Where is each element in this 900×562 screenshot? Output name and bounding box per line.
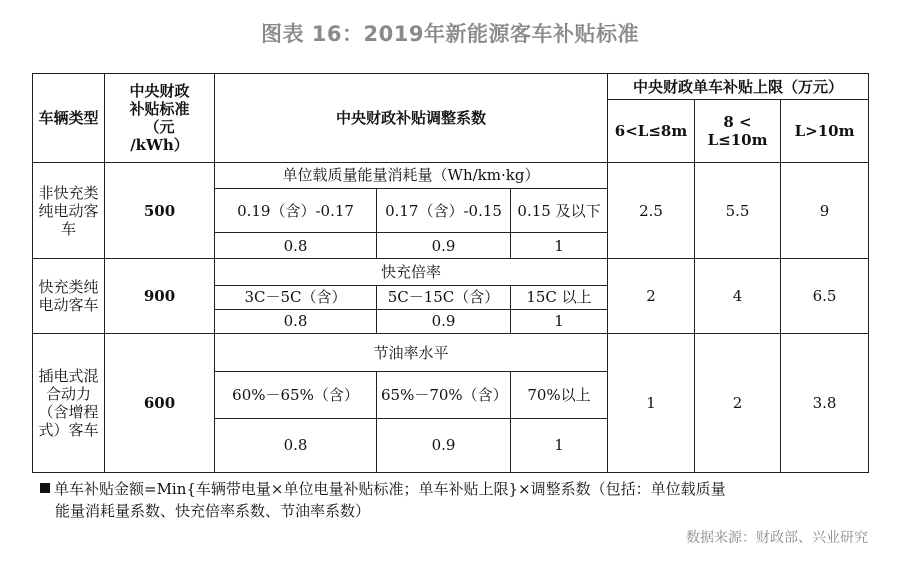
range-cell: 65%－70%（含） <box>377 372 511 418</box>
standard-cell: 600 <box>105 333 215 472</box>
cap-cell: 9 <box>781 162 869 259</box>
coef-cell: 0.9 <box>377 309 511 333</box>
square-bullet-icon <box>40 483 50 493</box>
data-source: 数据来源：财政部、兴业研究 <box>686 530 868 546</box>
coef-cell: 0.9 <box>377 418 511 472</box>
coef-cell: 1 <box>511 418 608 472</box>
table-row <box>33 162 869 188</box>
header-vehicle-type <box>33 74 105 163</box>
header-cap-text: 中央财政单车补贴上限（万元） <box>633 77 844 96</box>
figure-title: 图表 16：2019年新能源客车补贴标准 <box>261 22 639 46</box>
header-standard-line4: /kWh） <box>130 135 189 154</box>
cap-cell: 5.5 <box>695 162 781 259</box>
coef-title-cell: 节油率水平 <box>215 333 608 371</box>
header-len3: L>10m <box>781 100 869 162</box>
range-cell: 15C 以上 <box>511 285 608 309</box>
range-cell: 60%－65%（含） <box>215 372 377 418</box>
cap-cell: 1 <box>608 333 695 472</box>
range-cell: 0.19（含）-0.17 <box>215 188 377 232</box>
coef-title-cell: 单位载质量能量消耗量（Wh/km·kg） <box>215 162 608 188</box>
cap-cell: 2 <box>608 259 695 334</box>
table-row <box>33 259 869 285</box>
header-coef <box>215 74 608 163</box>
cap-cell: 3.8 <box>781 333 869 472</box>
cap-cell: 2 <box>695 333 781 472</box>
formula-note-line2: 能量消耗量系数、快充倍率系数、节油率系数） <box>55 502 371 520</box>
header-row <box>33 74 869 100</box>
header-len2-line1: 8 < <box>723 112 752 131</box>
header-cap <box>608 74 869 100</box>
header-standard <box>105 74 215 163</box>
range-cell: 5C－15C（含） <box>377 285 511 309</box>
cap-cell: 6.5 <box>781 259 869 334</box>
formula-note-text1: 单车补贴金额=Min{车辆带电量×单位电量补贴标准；单车补贴上限}×调整系数（包括：单位载质量 <box>54 480 726 498</box>
standard-cell: 500 <box>105 162 215 259</box>
header-standard-line2: 补贴标准 <box>129 99 190 118</box>
vehicle-type-cell: 插电式混合动力（含增程式）客车 <box>33 333 105 472</box>
header-coef-text: 中央财政补贴调整系数 <box>336 108 487 127</box>
coef-cell: 0.8 <box>215 418 377 472</box>
coef-cell: 0.9 <box>377 233 511 259</box>
coef-cell: 1 <box>511 233 608 259</box>
cap-cell: 4 <box>695 259 781 334</box>
standard-cell: 900 <box>105 259 215 334</box>
vehicle-type-cell: 快充类纯电动客车 <box>33 259 105 334</box>
header-len1: 6<L≤8m <box>608 100 695 162</box>
range-cell: 3C－5C（含） <box>215 285 377 309</box>
header-len2 <box>695 100 781 162</box>
coef-cell: 0.8 <box>215 309 377 333</box>
formula-note <box>40 478 870 522</box>
cap-cell: 2.5 <box>608 162 695 259</box>
coef-title-cell: 快充倍率 <box>215 259 608 285</box>
range-cell: 0.15 及以下 <box>511 188 608 232</box>
subsidy-table <box>32 73 869 473</box>
header-vehicle-type-text: 车辆类型 <box>38 108 99 127</box>
header-len2-line2: L≤10m <box>707 130 768 149</box>
range-cell: 0.17（含）-0.15 <box>377 188 511 232</box>
coef-cell: 0.8 <box>215 233 377 259</box>
formula-note-line1 <box>40 478 870 500</box>
vehicle-type-cell: 非快充类纯电动客车 <box>33 162 105 259</box>
range-cell: 70%以上 <box>511 372 608 418</box>
table-row <box>33 333 869 371</box>
coef-cell: 1 <box>511 309 608 333</box>
header-standard-line1: 中央财政 <box>129 81 190 100</box>
header-standard-line3: （元 <box>144 117 175 136</box>
